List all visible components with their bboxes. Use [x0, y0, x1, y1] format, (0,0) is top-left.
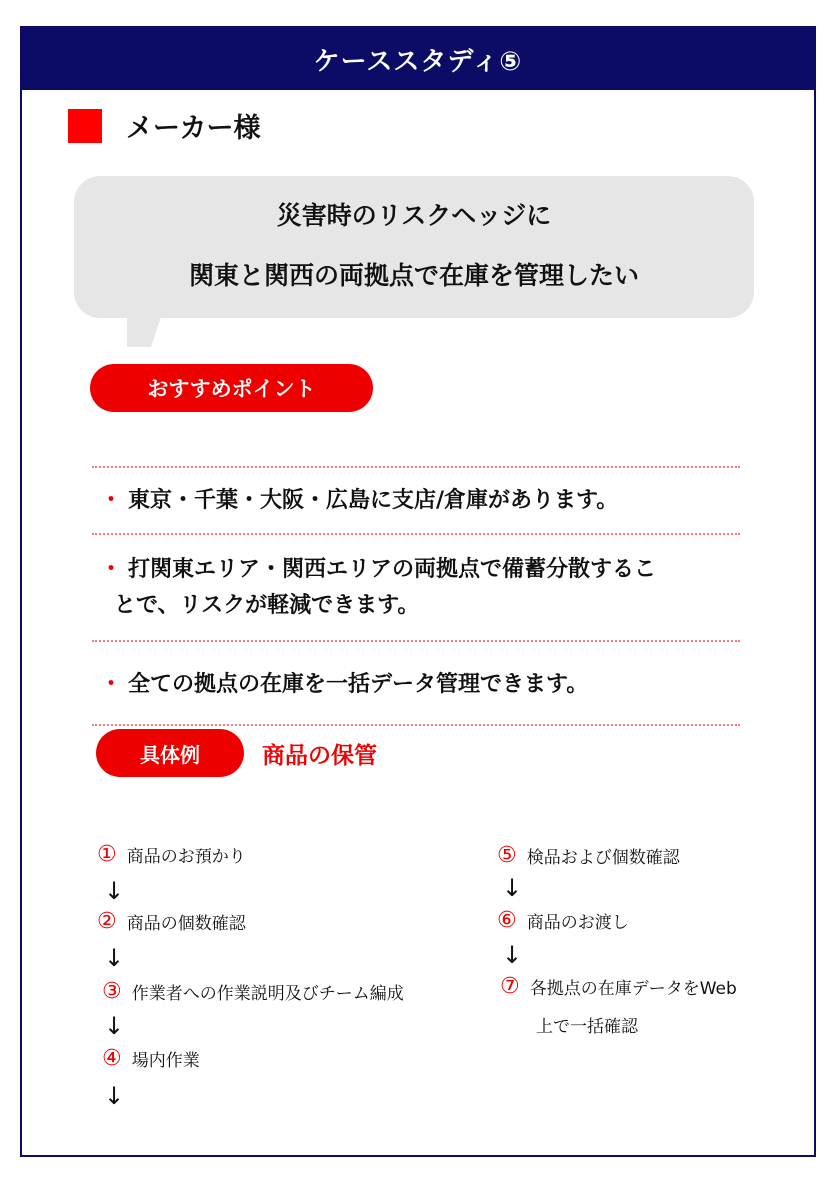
step-item — [102, 1046, 200, 1071]
step-item — [500, 974, 737, 999]
step-text-cont: 上で一括確認 — [536, 1017, 638, 1037]
step-number: ⑥ — [497, 908, 517, 933]
down-arrow-icon: ↓ — [502, 874, 523, 902]
step-number: ⑤ — [497, 843, 517, 868]
step-text: 検品および個数確認 — [526, 848, 680, 868]
point-item — [100, 552, 656, 624]
step-item — [497, 843, 680, 868]
bullet: ・ — [100, 488, 123, 513]
red-square-icon — [68, 109, 102, 143]
down-arrow-icon: ↓ — [104, 1082, 125, 1110]
step-number: ④ — [102, 1046, 122, 1071]
step-number: ① — [97, 842, 117, 867]
down-arrow-icon: ↓ — [104, 944, 125, 972]
point-text-cont: とで、リスクが軽減できます。 — [114, 593, 420, 618]
step-item — [497, 908, 629, 933]
divider — [92, 724, 740, 726]
step-text: 商品のお渡し — [526, 913, 629, 933]
bullet: ・ — [100, 557, 123, 582]
down-arrow-icon: ↓ — [502, 941, 523, 969]
step-text: 各拠点の在庫データをWeb — [529, 979, 737, 999]
divider — [92, 640, 740, 642]
step-number: ③ — [102, 979, 122, 1004]
bubble-line-1: 災害時のリスクヘッジに — [276, 201, 552, 230]
step-item — [97, 842, 246, 867]
recommend-badge: おすすめポイント — [90, 364, 373, 412]
bullet: ・ — [100, 672, 123, 697]
point-text: 東京・千葉・大阪・広島に支店/倉庫があります。 — [128, 488, 619, 513]
speech-bubble — [74, 176, 754, 318]
step-text: 商品の個数確認 — [126, 914, 246, 934]
step-number: ⑦ — [500, 974, 520, 999]
point-text: 全ての拠点の在庫を一括データ管理できます。 — [128, 672, 589, 697]
step-number: ② — [97, 909, 117, 934]
down-arrow-icon: ↓ — [104, 877, 125, 905]
point-item — [100, 667, 588, 703]
divider — [92, 533, 740, 535]
page-title: ケーススタディ⑤ — [22, 28, 814, 90]
point-text: 打関東エリア・関西エリアの両拠点で備蓄分散するこ — [128, 557, 657, 582]
divider — [92, 466, 740, 468]
speech-bubble-tail — [127, 317, 161, 347]
down-arrow-icon: ↓ — [104, 1012, 125, 1040]
client-heading — [68, 106, 260, 145]
step-item — [97, 909, 246, 934]
step-text: 場内作業 — [131, 1051, 200, 1071]
client-label: メーカー様 — [126, 113, 261, 144]
step-text: 商品のお預かり — [126, 847, 246, 867]
bubble-line-2: 関東と関西の両拠点で在庫を管理したい — [188, 261, 639, 290]
point-item — [100, 483, 618, 519]
step-text: 作業者への作業説明及びチーム編成 — [131, 984, 404, 1004]
example-title: 商品の保管 — [262, 743, 377, 769]
step-item — [102, 979, 404, 1004]
example-badge: 具体例 — [96, 729, 244, 777]
